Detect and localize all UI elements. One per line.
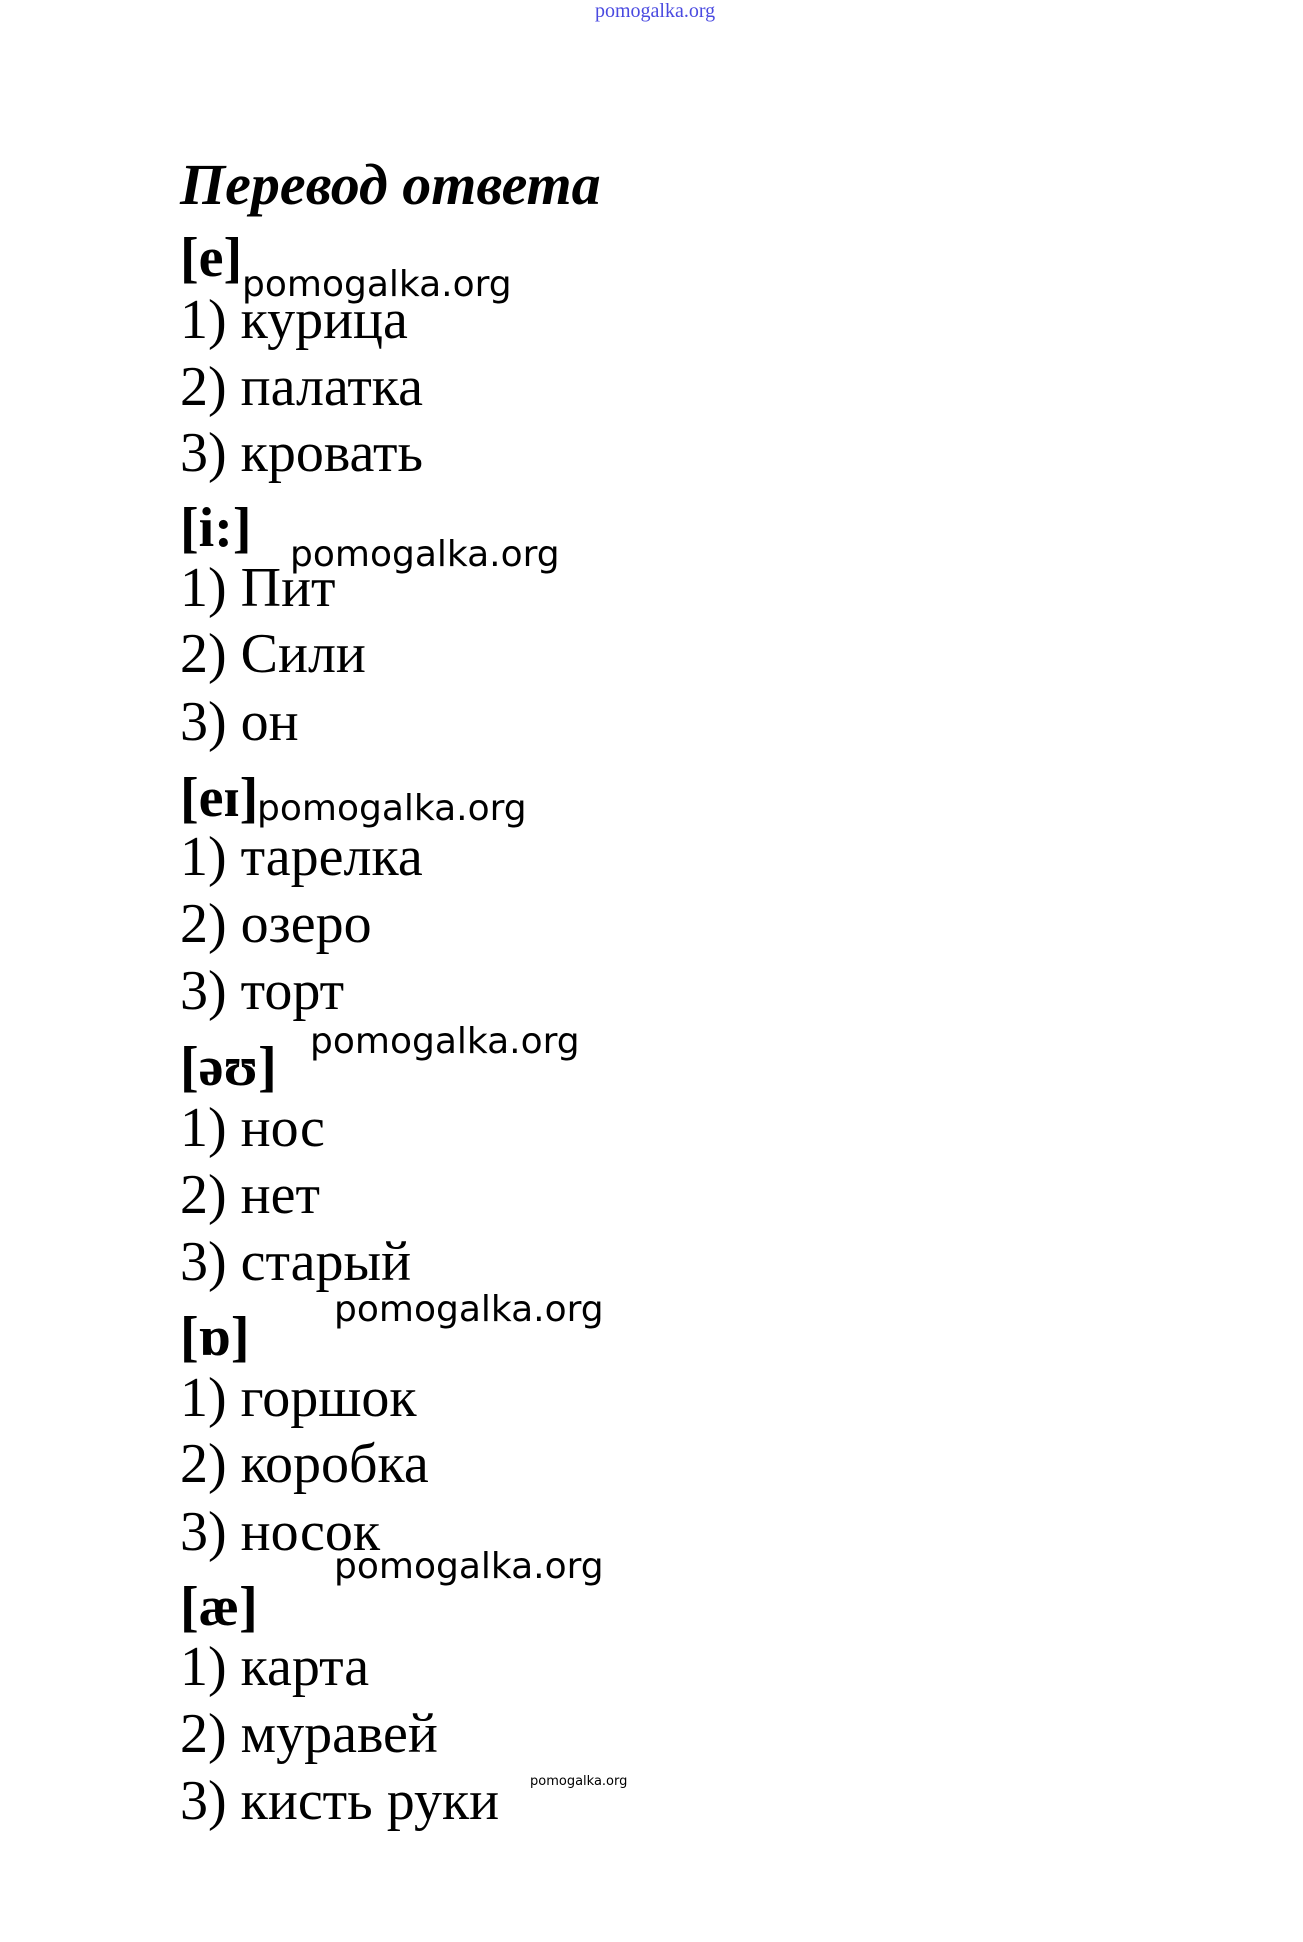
watermark-text: pomogalka.org — [334, 1289, 604, 1330]
watermark-text: pomogalka.org — [290, 534, 560, 575]
watermark-text: pomogalka.org — [334, 1546, 604, 1587]
list-item: 2) коробка — [180, 1433, 429, 1495]
list-item: 2) нет — [180, 1164, 320, 1226]
list-item: 3) кровать — [180, 422, 423, 484]
list-item: 3) он — [180, 691, 299, 753]
page-title: Перевод ответа — [180, 152, 601, 217]
watermark-text: pomogalka.org — [242, 264, 512, 305]
list-item: 1) Пит — [180, 557, 336, 619]
list-item: 3) носок — [180, 1501, 381, 1563]
list-item: 2) палатка — [180, 356, 424, 418]
list-item: 3) кисть руки — [180, 1770, 500, 1832]
list-item: 2) муравей — [180, 1703, 438, 1765]
list-item: 2) Сили — [180, 623, 366, 685]
section-heading-e: [e] — [180, 227, 243, 289]
list-item: 2) озеро — [180, 893, 372, 955]
section-heading-o: [ɒ] — [180, 1306, 250, 1368]
list-item: 1) карта — [180, 1636, 370, 1698]
section-heading-ei: [eɪ] — [180, 767, 259, 829]
section-heading-ae: [æ] — [180, 1576, 258, 1638]
section-heading-i: [i:] — [180, 497, 252, 559]
top-watermark: pomogalka.org — [595, 0, 716, 22]
watermark-text-small: pomogalka.org — [530, 1774, 628, 1789]
list-item: 1) горшок — [180, 1367, 417, 1429]
list-item: 3) торт — [180, 960, 345, 1022]
watermark-text: pomogalka.org — [310, 1021, 580, 1062]
list-item: 1) тарелка — [180, 826, 423, 888]
section-heading-ou: [əʊ] — [180, 1036, 277, 1098]
watermark-text: pomogalka.org — [257, 788, 527, 829]
list-item: 1) курица — [180, 289, 408, 351]
list-item: 3) старый — [180, 1231, 412, 1293]
list-item: 1) нос — [180, 1097, 325, 1159]
